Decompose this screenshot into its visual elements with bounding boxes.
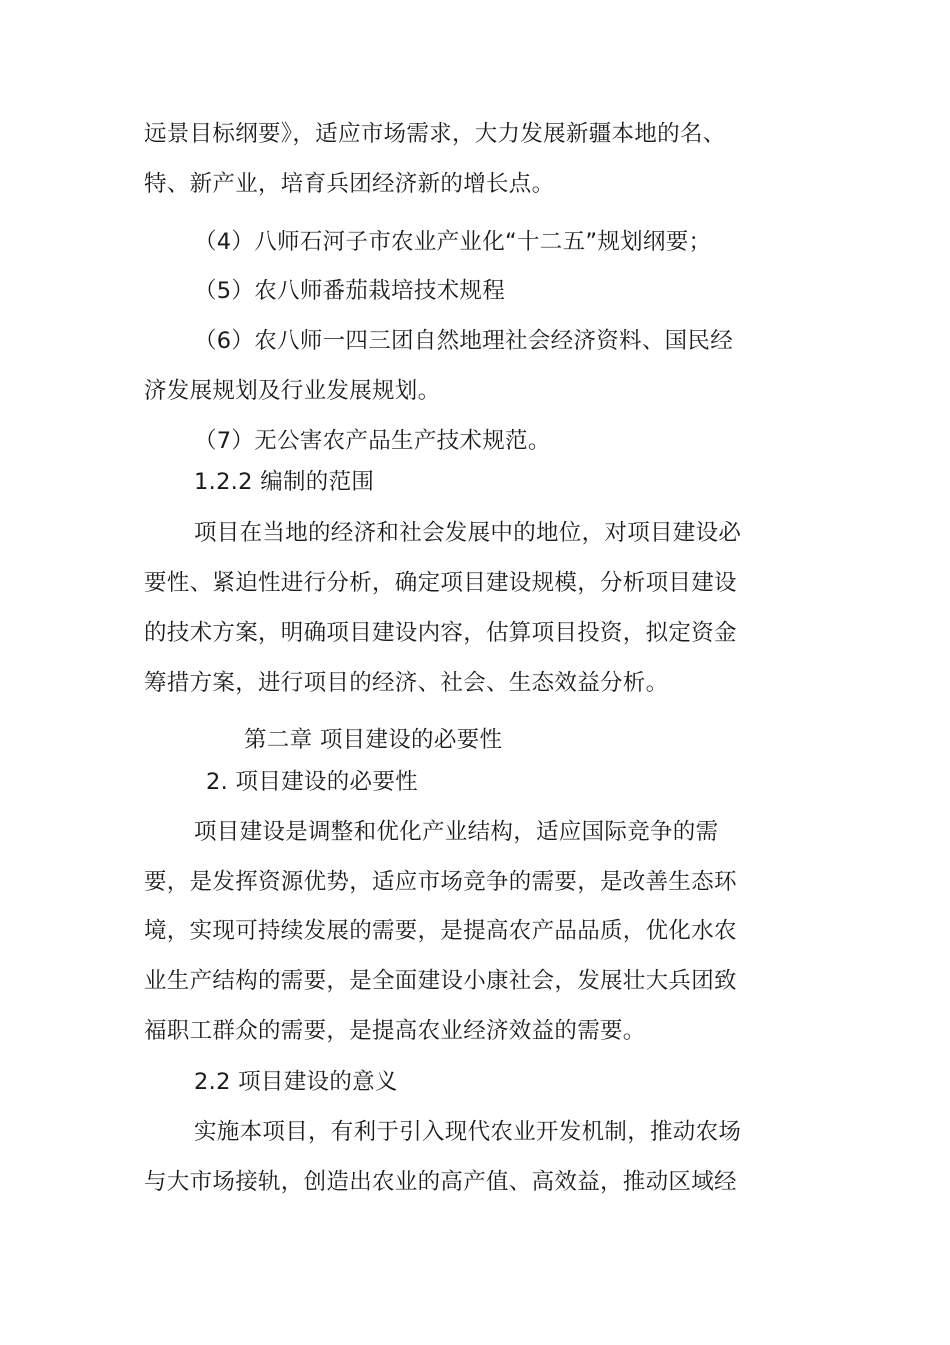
paragraph-line: 实施本项目，有利于引入现代农业开发机制，推动农场 bbox=[194, 1119, 742, 1145]
section-heading: 2.2 项目建设的意义 bbox=[194, 1069, 398, 1095]
paragraph-line: 济发展规划及行业发展规划。 bbox=[144, 378, 441, 404]
list-item: （5）农八师番茄栽培技术规程 bbox=[194, 278, 506, 304]
paragraph-line: 业生产结构的需要，是全面建设小康社会，发展壮大兵团致 bbox=[144, 968, 737, 994]
chapter-title: 第二章 项目建设的必要性 bbox=[244, 727, 503, 753]
paragraph-line: 项目建设是调整和优化产业结构，适应国际竞争的需 bbox=[194, 819, 719, 845]
paragraph-line: 特、新产业，培育兵团经济新的增长点。 bbox=[144, 171, 555, 197]
paragraph-line: 的技术方案，明确项目建设内容，估算项目投资，拟定资金 bbox=[144, 620, 737, 646]
paragraph-line: 要性、紧迫性进行分析，确定项目建设规模，分析项目建设 bbox=[144, 570, 737, 596]
section-heading: 1.2.2 编制的范围 bbox=[194, 469, 375, 495]
list-item: （4）八师石河子市农业产业化“十二五”规划纲要； bbox=[194, 229, 712, 255]
paragraph-line: 项目在当地的经济和社会发展中的地位，对项目建设必 bbox=[194, 520, 742, 546]
paragraph-line: 境，实现可持续发展的需要，是提高农产品品质，优化水农 bbox=[144, 918, 737, 944]
paragraph-line: 远景目标纲要》，适应市场需求，大力发展新疆本地的名、 bbox=[144, 121, 726, 147]
paragraph-line: 要，是发挥资源优势，适应市场竞争的需要，是改善生态环 bbox=[144, 869, 737, 895]
paragraph-line: 福职工群众的需要，是提高农业经济效益的需要。 bbox=[144, 1018, 646, 1044]
list-item: （7）无公害农产品生产技术规范。 bbox=[194, 428, 551, 454]
section-heading: 2. 项目建设的必要性 bbox=[206, 769, 418, 795]
paragraph-line: 筹措方案，进行项目的经济、社会、生态效益分析。 bbox=[144, 670, 669, 696]
list-item: （6）农八师一四三团自然地理社会经济资料、国民经 bbox=[194, 328, 734, 354]
paragraph-line: 与大市场接轨，创造出农业的高产值、高效益，推动区域经 bbox=[144, 1169, 737, 1195]
